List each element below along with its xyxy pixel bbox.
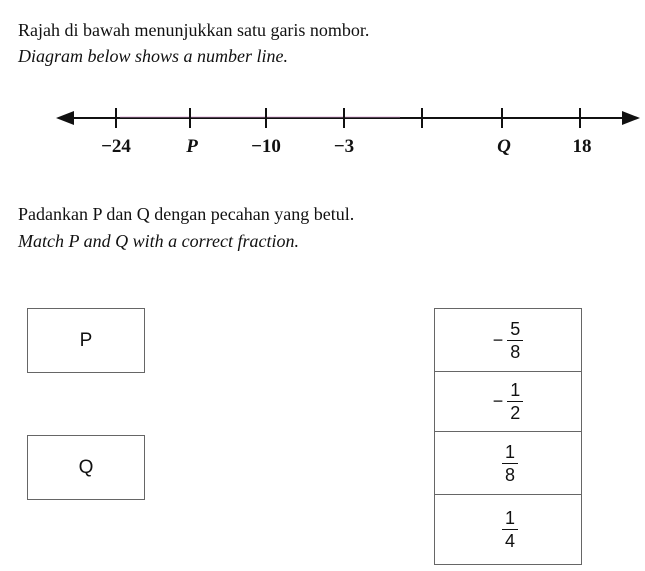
number-line <box>0 96 645 136</box>
fraction-denominator: 8 <box>507 340 523 361</box>
instruction-english-1: Diagram below shows a number line. <box>18 46 288 66</box>
fraction-numerator: 1 <box>510 380 521 400</box>
fraction-option[interactable] <box>435 309 581 372</box>
right-arrowhead <box>622 111 640 125</box>
fraction-option[interactable] <box>435 372 581 432</box>
fraction <box>502 509 518 550</box>
fraction <box>507 381 523 422</box>
match-box-q[interactable] <box>27 435 145 500</box>
fraction-numerator: 5 <box>510 318 521 339</box>
match-box-p[interactable] <box>27 308 145 373</box>
match-box-q-label: Q <box>78 456 94 478</box>
fraction-numerator: 1 <box>504 508 515 528</box>
fraction-options <box>434 308 582 565</box>
fraction-numerator: 1 <box>504 441 515 462</box>
instruction-english-2: Match P and Q with a correct fraction. <box>18 231 299 251</box>
fraction-sign: − <box>492 329 504 350</box>
tick-label-2: P <box>186 136 198 157</box>
tick-label-3: −10 <box>251 136 281 157</box>
fraction <box>502 443 518 484</box>
tick-label-6: Q <box>497 136 511 157</box>
fraction-sign: − <box>492 391 504 411</box>
fraction-denominator: 2 <box>507 401 523 422</box>
tick-label-1: −24 <box>101 136 131 157</box>
tick-label-7: 18 <box>572 136 592 157</box>
fraction-denominator: 4 <box>502 529 518 550</box>
match-box-p-label: P <box>79 329 93 351</box>
fraction-option[interactable] <box>435 432 581 495</box>
tick-label-4: −3 <box>333 136 355 157</box>
fraction-denominator: 8 <box>502 463 518 484</box>
instruction-malay-1: Rajah di bawah menunjukkan satu garis nombor. <box>18 20 370 40</box>
fraction-option[interactable] <box>435 495 581 564</box>
instruction-malay-2: Padankan P dan Q dengan pecahan yang betul. <box>18 204 355 224</box>
fraction <box>507 320 523 361</box>
left-arrowhead <box>56 111 74 125</box>
